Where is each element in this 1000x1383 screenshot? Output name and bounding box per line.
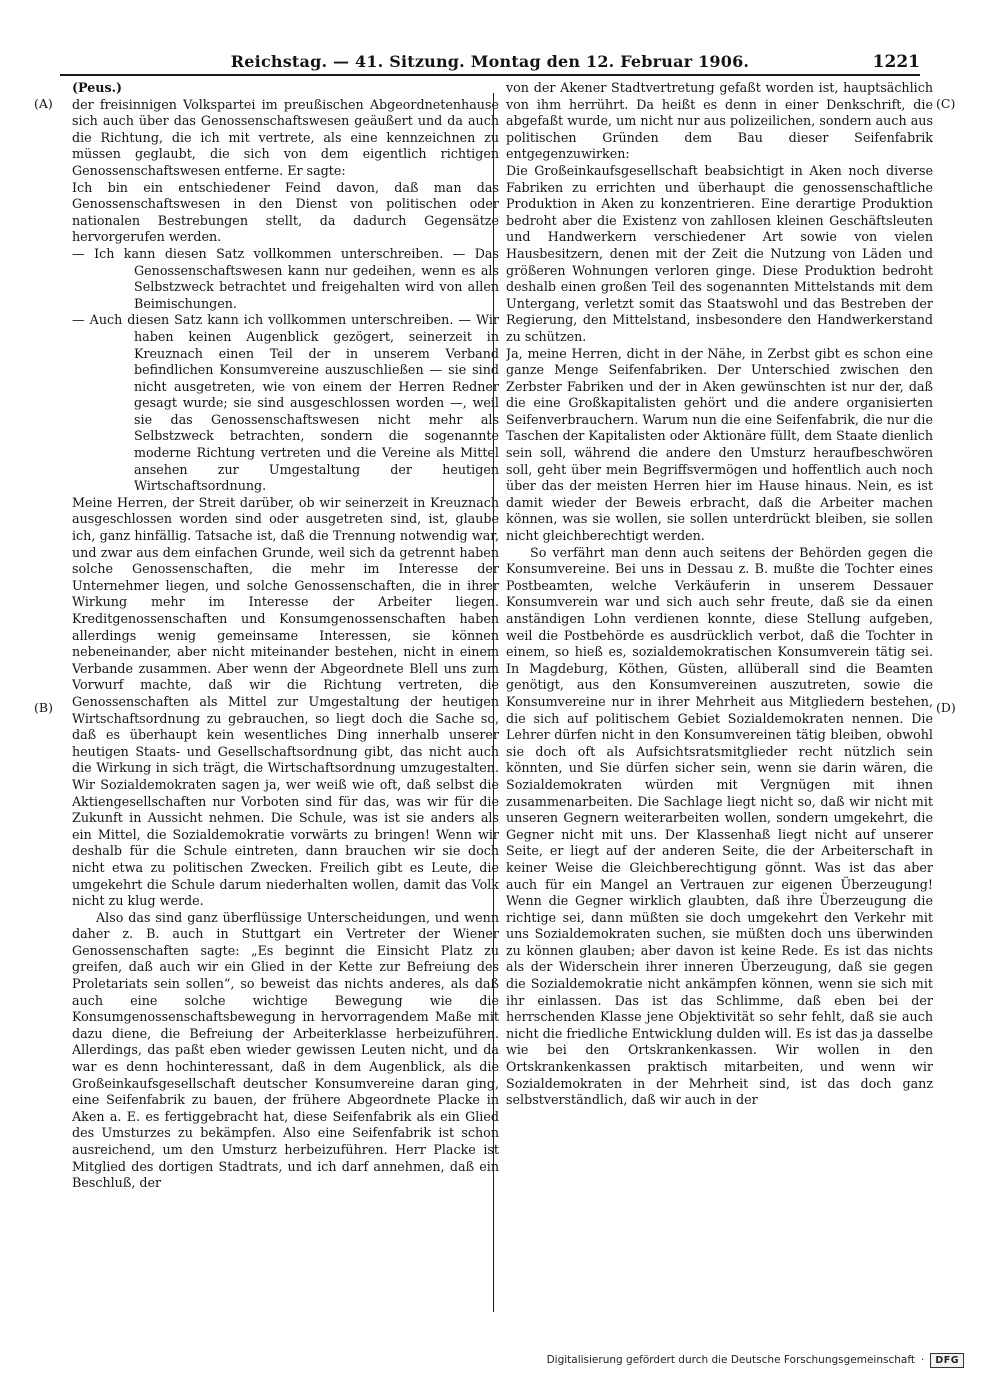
block-quote: Ich bin ein entschiedener Feind davon, daß man das Genossenschaftswesen in den Dienst von politischen oder nationalen Bestrebungen stellt, da dadurch Gegensätze hervorgerufen werden.	[72, 179, 499, 245]
paragraph: von der Akener Stadtvertretung gefaßt worden ist, hauptsächlich von ihm herrührt. Da heißt es denn in einer Denkschrift, die abgefaßt wurde, um nicht nur aus polizeilichen, sondern auch aus politischen Gründen dem Bau dieser Seifenfabrik entgegenzuwirken:	[506, 80, 933, 162]
page-header	[60, 52, 920, 74]
paragraph: Ja, meine Herren, dicht in der Nähe, in Zerbst gibt es schon eine ganze Menge Seifenfabriken. Der Unterschied zwischen den Zerbster Fabriken und der in Aken gewünschten ist nur der, daß die eine Großkapitalisten gehört und die andere organisierten Seifenverbrauchern. Warum nun die eine Seifenfabrik, die nur die Taschen der Kapitalisten oder Aktionäre füllt, dem Staate dienlich sein soll, während die andere den Umsturz heraufbeschwören soll, geht über mein Begriffsvermögen und hoffentlich auch noch über das der meisten Herren hier im Hause hinaus. Nein, es ist damit wieder der Beweis erbracht, daß die Arbeiter machen können, was sie wollen, sie sollen unterdrückt bleiben, sie sollen nicht gleichberechtigt werden.	[506, 345, 933, 544]
header-rule	[60, 74, 920, 76]
page-footer: Digitalisierung gefördert durch die Deutsche Forschungsgemeinschaft · DFG	[547, 1351, 964, 1369]
speaker-label: (Peus.)	[72, 80, 123, 95]
paragraph: — Auch diesen Satz kann ich vollkommen unterschreiben. — Wir haben keinen Augenblick gezögert, seinerzeit in Kreuznach einen Teil der in unserem Verband befindlichen Konsumvereine auszuschließen — sie sind nicht ausgetreten, wie von einem der Herren Redner gesagt wurde; sie sind ausgeschlossen worden —, weil sie das Genossenschaftswesen nicht mehr als Selbstzweck betrachten, sondern die sogenannte moderne Richtung vertreten und die Vereine als Mittel ansehen zur Umgestaltung der heutigen Wirtschaftsordnung.	[72, 312, 499, 494]
margin-marker-a: (A)	[34, 96, 53, 111]
paragraph: So verfährt man denn auch seitens der Behörden gegen die Konsumvereine. Bei uns in Dessau z. B. mußte die Tochter eines Postbeamten, welche Verkäuferin in unserem Dessauer Konsumverein war und sich auch sehr freute, daß sie da einen anständigen Lohn verdienen konnte, diese Stellung aufgeben, weil die Postbehörde es ausdrücklich verbot, daß die Tochter in einem, so hieß es, sozialdemokratischen Konsumverein tätig sei. In Magdeburg, Köthen, Güsten, allüberall sind die Beamten genötigt, aus den Konsumvereinen auszutreten, sowie die Konsumvereine nur in ihrer Mehrheit aus Mitgliedern bestehen, die sich auf politischem Gebiet Sozialdemokraten nennen. Die Lehrer dürfen nicht in den Konsumvereinen tätig bleiben, obwohl sie doch oft als Aufsichtsratsmitglieder recht nützlich sein könnten, und Sie dürfen sicher sein, wenn sie darin wären, die Sozialdemokraten würden mit Vergnügen mit ihnen zusammenarbeiten. Die Sachlage liegt nicht so, daß wir nicht mit unseren Gegnern weiterarbeiten wollen, sondern umgekehrt, die Gegner nicht mit uns. Der Klassenhaß liegt nicht auf unserer Seite, er liegt auf der anderen Seite, die der Arbeiterschaft in keiner Weise die Gleichberechtigung gönnt. Was ist das aber auch für ein Mangel an Vertrauen zur eigenen Überzeugung! Wenn die Gegner wirklich glaubten, daß ihre Überzeugung die richtige sei, dann müßten sie doch umgekehrt den Verkehr mit uns Sozialdemokraten suchen, sie müßten doch uns überwinden zu können glauben; aber davon ist keine Rede. Es ist das nichts als der Widerschein ihrer inneren Überzeugung, daß sie gegen die Sozialdemokratie nicht ankämpfen können, wenn sie sich mit ihr einlassen. Das ist das Schlimme, daß eben bei der herrschenden Klasse jene Objektivität so sehr fehlt, daß sie auch nicht die friedliche Entwicklung dulden will. Es ist das ja dasselbe wie bei den Ortskrankenkassen. Wir wollen in den Ortskrankenkassen praktisch mitarbeiten, und wenn wir Sozialdemokraten in der Mehrheit sind, ist das doch ganz selbstverständlich, daß wir auch in der	[506, 544, 933, 1108]
dfg-logo: DFG	[930, 1353, 964, 1368]
column-divider	[493, 93, 494, 1312]
footer-credit: Digitalisierung gefördert durch die Deutsche Forschungsgemeinschaft	[546, 1354, 915, 1366]
paragraph: Also das sind ganz überflüssige Unterscheidungen, und wenn daher z. B. auch in Stuttgart ein Vertreter der Wiener Genossenschaften sagte: „Es beginnt die Einsicht Platz zu greifen, daß auch wir ein Glied in der Kette zur Befreiung des Proletariats sein sollen“, so beweist das nichts anderes, als daß auch eine solche wichtige Bewegung wie die Konsumgenossenschaftsbewegung in hervorragendem Maße mit dazu diene, die Befreiung der Arbeiterklasse herbeizuführen. Allerdings, das paßt eben wieder gewissen Leuten nicht, und da war es denn hochinteressant, daß in dem Augenblick, als die Großeinkaufsgesellschaft deutscher Konsumvereine daran ging, eine Seifenfabrik zu bauen, der frühere Abgeordnete Placke in Aken a. E. es fertiggebracht hat, diese Seifenfabrik als ein Glied des Umsturzes zu bekämpfen. Also eine Seifenfabrik ist schon ausreichend, um den Umsturz herbeizuführen. Herr Placke ist Mitglied des dortigen Stadtrats, und ich darf annehmen, daß ein Beschluß, der	[72, 909, 499, 1191]
paragraph: Meine Herren, der Streit darüber, ob wir seinerzeit in Kreuznach ausgeschlossen worden sind oder ausgetreten sind, ist, glaube ich, ganz hinfällig. Tatsache ist, daß die Trennung notwendig war, und zwar aus dem einfachen Grunde, weil sich da getrennt haben solche Genossenschaften, die mehr im Interesse der Unternehmer liegen, und solche Genossenschaften, die in ihrer Wirkung mehr im Interesse der Arbeiter liegen. Kreditgenossenschaften und Konsumgenossenschaften haben allerdings wenig gemeinsame Interessen, sie können nebeneinander, aber nicht miteinander bestehen, nicht in einem Verbande zusammen. Aber wenn der Abgeordnete Blell uns zum Vorwurf machte, daß wir die Richtung vertreten, die Genossenschaften als Mittel zur Umgestaltung der heutigen Wirtschaftsordnung zu gebrauchen, so liegt doch die Sache so, daß es überhaupt kein wesentliches Ding innerhalb unserer heutigen Staats- und Gesellschaftsordnung gibt, das nicht auch die Wirkung in sich trägt, die Wirtschaftsordnung umzugestalten. Wir Sozialdemokraten sagen ja, wer weiß wie oft, daß selbst die Aktiengesellschaften nur Vorboten sind für das, was wir für die Zukunft in Aussicht nehmen. Die Schule, was ist sie anders als ein Mittel, die Sozialdemokratie vorwärts zu bringen! Wenn wir deshalb für die Schule eintreten, dann brauchen wir sie doch nicht etwa zu politischen Zwecken. Freilich gibt es Leute, die umgekehrt die Schule darum niederhalten wollen, damit das Volk nicht zu klug werde.	[72, 494, 499, 909]
margin-marker-d: (D)	[936, 700, 956, 715]
page-number: 1221	[872, 52, 920, 72]
margin-marker-b: (B)	[34, 700, 53, 715]
paragraph: der freisinnigen Volkspartei im preußischen Abgeordnetenhause sich auch über das Genossenschaftswesen geäußert und da auch die Richtung, die ich mit vertrete, als eine kennzeichnen zu müssen geglaubt, die sich von dem eigentlich richtigen Genossenschaftswesen entferne. Er sagte:	[72, 96, 499, 178]
left-column	[72, 80, 499, 1315]
block-quote: Die Großeinkaufsgesellschaft beabsichtigt in Aken noch diverse Fabriken zu errichten und überhaupt die genossenschaftliche Produktion in Aken zu konzentrieren. Eine derartige Produktion bedroht aber die Existenz von zahllosen kleinen Geschäftsleuten und Handwerkern verschiedener Art sowie von vielen Hausbesitzern, denen mit der Zeit die Nutzung von Läden und größeren Wohnungen verloren ginge. Diese Produktion bedroht deshalb einen großen Teil des sogenannten Mittelstands mit dem Untergang, verletzt somit das Staatswohl und das Bestreben der Regierung, den Mittelstand, insbesondere den Handwerkerstand zu schützen.	[506, 162, 933, 344]
paragraph: — Ich kann diesen Satz vollkommen unterschreiben. — Das Genossenschaftswesen kann nur gedeihen, wenn es als Selbstzweck betrachtet und freigehalten wird von allen Beimischungen.	[72, 245, 499, 311]
right-column	[506, 80, 933, 1315]
margin-marker-c: (C)	[936, 96, 956, 111]
page-title: Reichstag. — 41. Sitzung. Montag den 12. Februar 1906.	[230, 52, 750, 71]
